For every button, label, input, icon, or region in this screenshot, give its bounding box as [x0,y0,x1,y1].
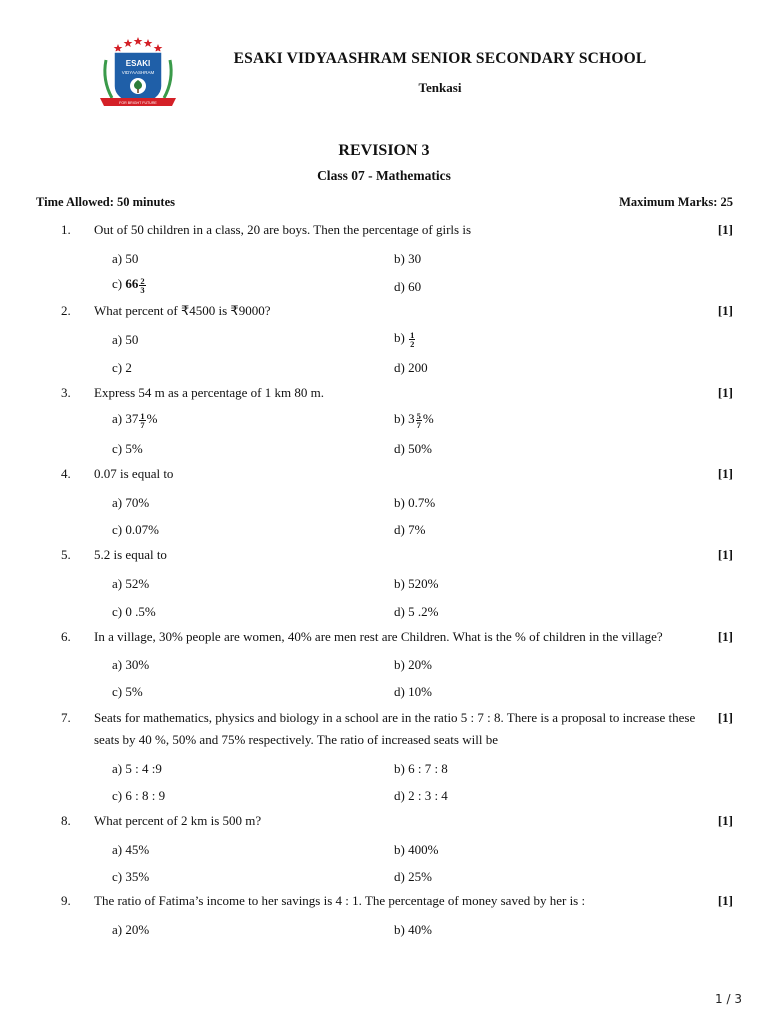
question-marks: [1] [717,222,733,237]
question-marks: [1] [717,547,733,562]
option-b: b) 520% [394,576,439,591]
option-c: c) 5% [112,441,143,456]
question-number: 1. [61,222,71,237]
exam-subtitle: Class 07 - Mathematics [317,168,451,183]
option-d: d) 7% [394,522,426,537]
question-marks: [1] [717,629,733,644]
logo-ribbon-text: FOR BRIGHT FUTURE [119,101,157,105]
option-a: a) 52% [112,576,150,591]
option-b: b) 6 : 7 : 8 [394,761,448,776]
option-c [112,276,147,294]
option-a-label: a) 37 [112,411,139,426]
fraction-numerator: 1 [410,329,415,340]
option-b: b) 0.7% [394,495,436,510]
option-d: d) 200 [394,360,428,375]
option-d: d) 50% [394,441,432,456]
question-marks: [1] [717,710,733,725]
option-b [394,330,416,348]
fraction-denominator: 7 [416,419,421,430]
option-b-label: b) 3 [394,411,415,426]
question-text: 5.2 is equal to [94,547,167,562]
option-b-fraction [416,412,422,429]
fraction-denominator: 3 [140,284,145,295]
option-a: a) 70% [112,495,150,510]
option-c: c) 5% [112,684,143,699]
question-number: 3. [61,385,71,400]
maximum-marks: Maximum Marks: 25 [619,195,733,209]
option-c: c) 35% [112,869,150,884]
fraction-denominator: 2 [410,338,415,349]
option-b-fraction [409,331,415,348]
fraction-numerator: 5 [416,410,421,421]
question-number: 5. [61,547,71,562]
option-d: d) 10% [394,684,432,699]
question-number: 4. [61,466,71,481]
option-b: b) 30 [394,251,422,266]
option-a [112,411,157,429]
question-text: 0.07 is equal to [94,466,174,481]
option-a: a) 50 [112,251,139,266]
question-text: The ratio of Fatima’s income to her savings is 4 : 1. The percentage of money saved by her is : [94,893,586,908]
fraction-numerator: 2 [140,275,145,286]
option-d: d) 60 [394,279,422,294]
option-b-label: b) [394,330,405,345]
time-allowed: Time Allowed: 50 minutes [36,195,176,209]
option-a-suffix: % [146,411,158,426]
option-b: b) 20% [394,657,432,672]
question-text: Express 54 m as a percentage of 1 km 80 m. [94,385,324,400]
question-marks: [1] [717,385,733,400]
option-b: b) 400% [394,842,439,857]
question-text: What percent of ₹4500 is ₹9000? [94,303,271,318]
option-a: a) 5 : 4 :9 [112,761,162,776]
school-name: ESAKI VIDYAASHRAM SENIOR SECONDARY SCHOOL [233,50,647,67]
option-d: d) 5 .2% [394,604,439,619]
question-number: 2. [61,303,71,318]
question-marks: [1] [717,303,733,318]
option-d: d) 25% [394,869,432,884]
question-text: Out of 50 children in a class, 20 are boys. Then the percentage of girls is [94,222,472,237]
question-marks: [1] [717,466,733,481]
logo-text-top: ESAKI [125,59,151,68]
page-number: 1 / 3 [715,992,742,1006]
option-c: c) 2 [112,360,132,375]
school-city: Tenkasi [418,80,462,95]
option-a: a) 30% [112,657,150,672]
option-c: c) 6 : 8 : 9 [112,788,166,803]
question-text: What percent of 2 km is 500 m? [94,813,262,828]
fraction-numerator: 1 [140,410,145,421]
question-text: Seats for mathematics, physics and biology in a school are in the ratio 5 : 7 : 8. There is a proposal to increase these seats by 40 %, 50% and 75% respectively. The ratio of increased seats will be [94,710,696,747]
exam-title: REVISION 3 [338,142,430,159]
question-marks: [1] [717,813,733,828]
option-a: a) 20% [112,922,150,937]
question-number: 7. [61,710,71,725]
option-b [394,411,434,429]
option-c-fraction [139,277,145,294]
option-c-label: c) [112,276,123,291]
school-logo [96,36,180,112]
question-marks: [1] [717,893,733,908]
fraction-denominator: 7 [140,419,145,430]
option-c: c) 0.07% [112,522,159,537]
option-d: d) 2 : 3 : 4 [394,788,448,803]
question-text: In a village, 30% people are women, 40% are men rest are Children. What is the % of children in the village? [94,629,663,644]
question-number: 6. [61,629,71,644]
option-b: b) 40% [394,922,432,937]
option-c: c) 0 .5% [112,604,156,619]
question-number: 9. [61,893,71,908]
option-a: a) 45% [112,842,150,857]
option-a: a) 50 [112,332,139,347]
logo-text-mid: VIDYAASHRAM [121,70,155,75]
option-a-fraction [139,412,145,429]
option-b-suffix: % [422,411,434,426]
option-c-whole: 66 [125,276,139,291]
question-number: 8. [61,813,71,828]
